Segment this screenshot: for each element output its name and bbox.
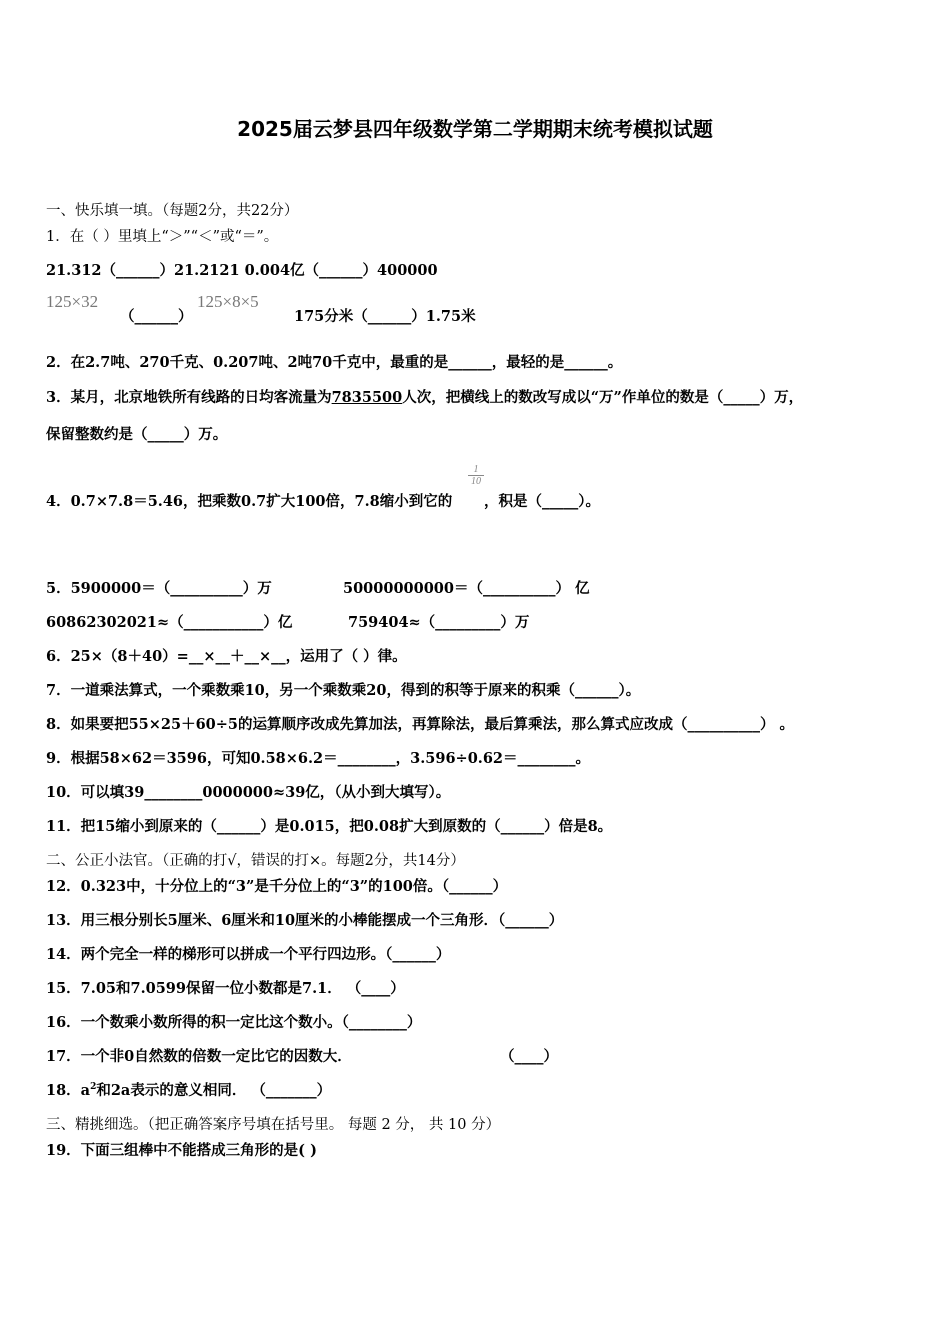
formula-125x32: 125×32 <box>46 292 99 311</box>
question-19: 19．下面三组棒中不能搭成三角形的是( ) <box>46 1142 317 1159</box>
section-3-header: 三、精挑细选。（把正确答案序号填在括号里。 每题 2 分， 共 10 分） <box>46 1117 501 1133</box>
fraction-denominator: 10 <box>468 475 484 487</box>
question-9: 9．根据58×62＝3596，可知0.58×6.2＝________，3.596÷0.62＝________。 <box>46 750 591 767</box>
question-18-pre: 18．a <box>46 1082 91 1099</box>
question-17: 17．一个非0自然数的倍数一定比它的因数大． <box>46 1048 352 1065</box>
question-8: 8．如果要把55×25＋60÷5的运算顺序改成先算加法，再算除法，最后算乘法，那么算式应改成（__________） 。 <box>46 716 795 733</box>
section-1-header: 一、快乐填一填。（每题2分，共22分） <box>46 203 299 219</box>
question-5a: 5．5900000＝（__________）万 <box>46 580 272 597</box>
question-4-text: 4．0.7×7.8＝5.46，把乘数0.7扩大100倍，7.8缩小到它的 <box>46 493 453 510</box>
question-5c: 60862302021≈（___________）亿 <box>46 614 293 631</box>
question-1-row1: 21.312（______）21.2121 0.004亿（______）400000 <box>46 262 438 279</box>
question-12: 12．0.323中，十分位上的“3”是千分位上的“3”的100倍。（______） <box>46 878 508 895</box>
superscript-2: 2 <box>90 1082 97 1093</box>
question-15: 15．7.05和7.0599保留一位小数都是7.1． （____） <box>46 980 405 997</box>
question-1-blank-a: （______） <box>120 308 193 325</box>
question-2: 2．在2.7吨、270千克、0.207吨、2吨70千克中，最重的是______，最轻的是______。 <box>46 354 623 371</box>
question-7: 7．一道乘法算式，一个乘数乘10，另一个乘数乘20，得到的积等于原来的积乘（______）。 <box>46 682 641 699</box>
page-title: 2025届云梦县四年级数学第二学期期末统考模拟试题 <box>237 117 713 141</box>
question-18-post: 和2a表示的意义相同． （_______） <box>96 1082 332 1099</box>
section-2-header: 二、公正小法官。（正确的打√，错误的打×。每题2分，共14分） <box>46 853 465 869</box>
fraction-numerator: 1 <box>473 464 479 475</box>
question-5d: 759404≈（_________）万 <box>348 614 530 631</box>
question-14: 14．两个完全一样的梯形可以拼成一个平行四边形。（______） <box>46 946 451 963</box>
question-6: 6．25×（8＋40）=__×__＋__×__，运用了（ ）律。 <box>46 648 407 665</box>
question-1-row2-tail: 175分米（______）1.75米 <box>294 308 476 325</box>
question-3-post: 人次，把横线上的数改写成以“万”作单位的数是（_____）万， <box>402 389 804 406</box>
fraction-one-tenth <box>468 464 484 487</box>
question-3-line2: 保留整数约是（_____）万。 <box>46 426 228 443</box>
question-1-stem: 1．在（ ）里填上“＞”“＜”或“＝”。 <box>46 229 279 245</box>
question-16: 16．一个数乘小数所得的积一定比这个数小。（________） <box>46 1014 422 1031</box>
question-3-line1 <box>46 388 803 408</box>
formula-125x8x5: 125×8×5 <box>197 292 259 311</box>
question-5b: 50000000000＝（__________） 亿 <box>343 580 590 597</box>
question-3-pre: 3．某月，北京地铁所有线路的日均客流量为 <box>46 389 332 406</box>
question-11: 11．把15缩小到原来的（______）是0.015，把0.08扩大到原数的（______）倍是8。 <box>46 818 613 835</box>
question-17-blank: （____） <box>500 1048 558 1065</box>
question-13: 13．用三根分别长5厘米、6厘米和10厘米的小棒能摆成一个三角形．（______） <box>46 912 564 929</box>
question-18 <box>46 1081 331 1101</box>
question-3-underlined-number: 7835500 <box>331 389 403 406</box>
question-4-tail: ，积是（_____）。 <box>484 493 600 510</box>
question-10: 10．可以填39________0000000≈39亿，（从小到大填写）。 <box>46 784 451 801</box>
